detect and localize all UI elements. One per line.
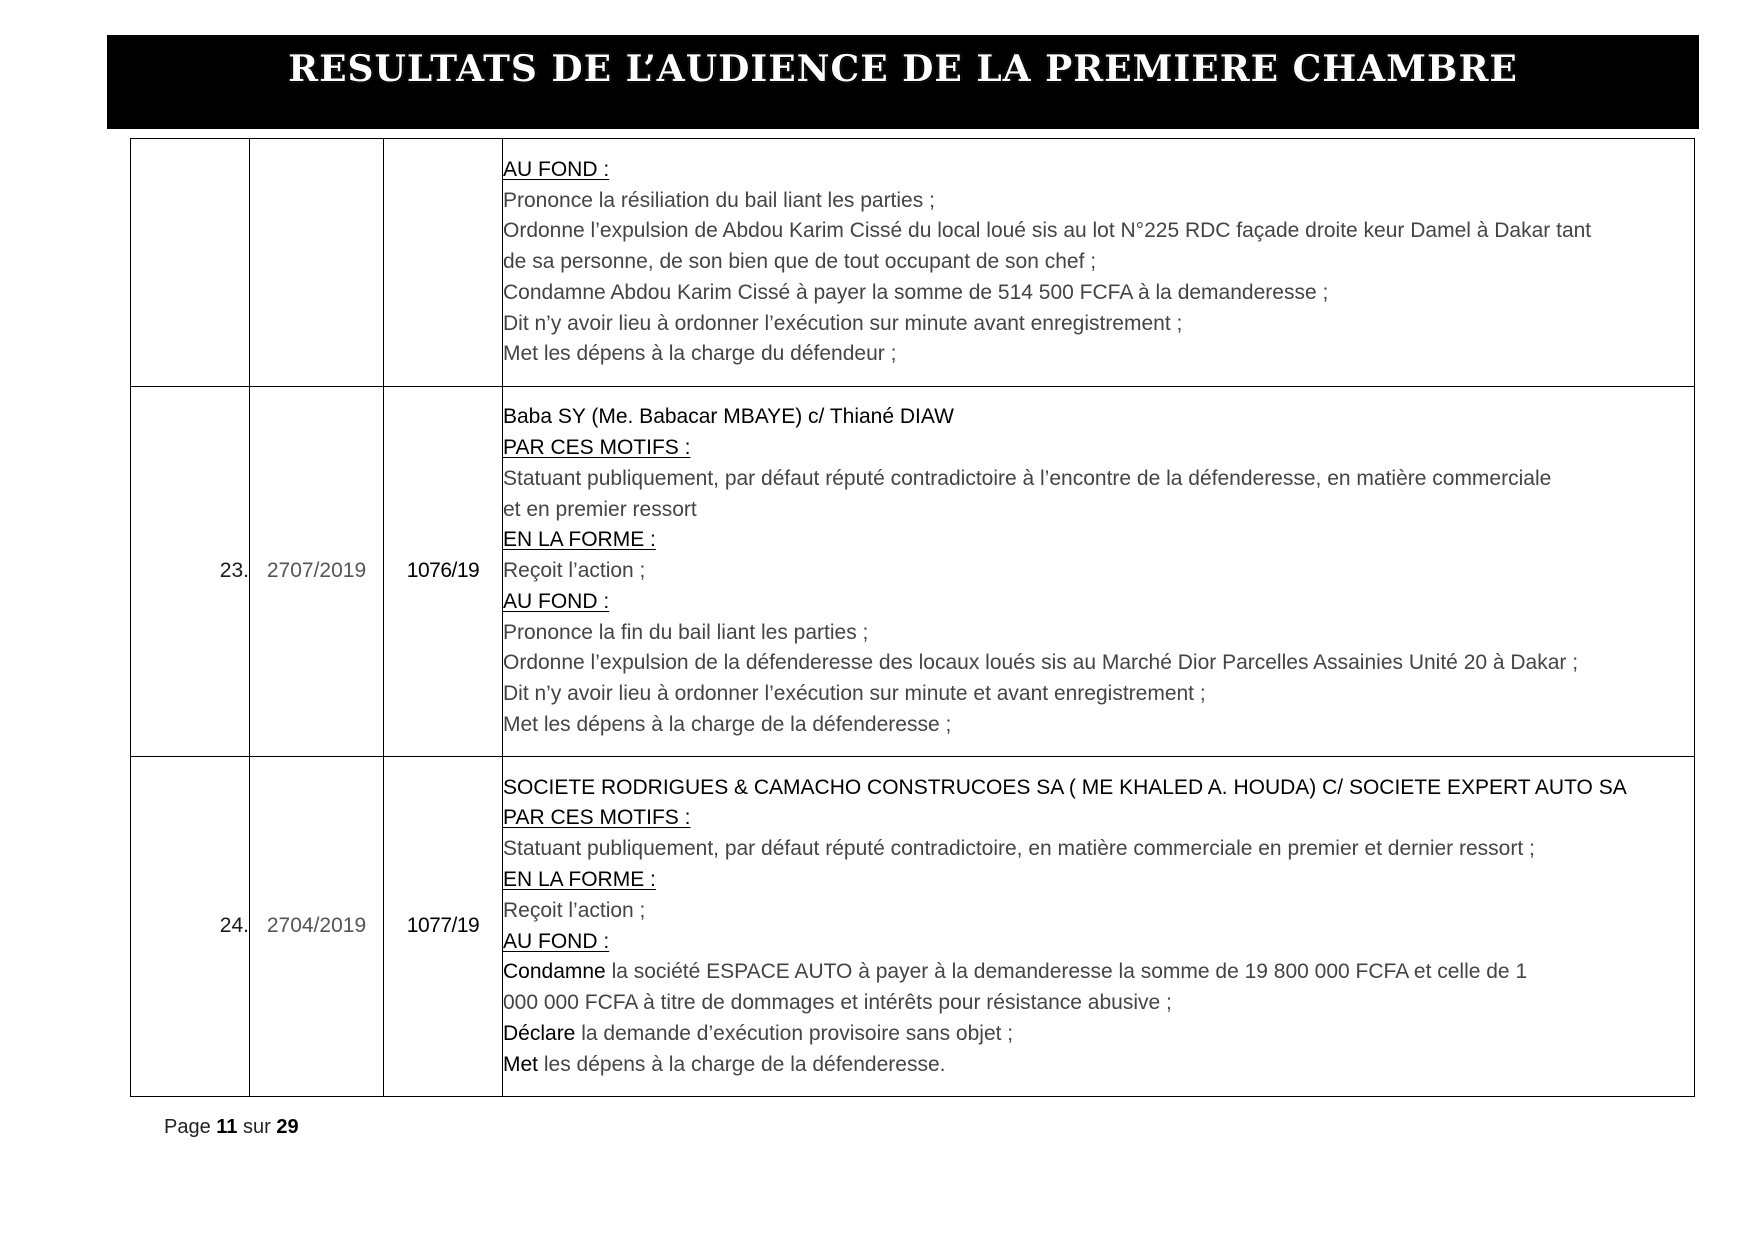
- decision-line: [503, 216, 1694, 247]
- rg-number-cell: 2707/2019: [250, 387, 384, 757]
- table-row: [131, 139, 1695, 387]
- decision-line: [503, 495, 1694, 526]
- rg-number-cell: [250, 139, 384, 387]
- table-row: [131, 387, 1695, 757]
- decision-line: [503, 710, 1694, 741]
- line-text: Ordonne l’expulsion de Abdou Karim Cissé du local loué sis au lot N°225 RDC façade droite keur Damel à Dakar tant: [503, 219, 1592, 243]
- decision-line-lead: Met: [503, 1052, 539, 1076]
- section-heading: [503, 433, 1694, 464]
- decision-number-cell: 1077/19: [384, 757, 503, 1097]
- line-text: Prononce la fin du bail liant les parties ;: [503, 620, 869, 644]
- decision-line: [503, 896, 1694, 927]
- line-text: Dit n’y avoir lieu à ordonner l’exécution sur minute avant enregistrement ;: [503, 311, 1183, 335]
- section-heading: [503, 525, 1694, 556]
- line-text: Dit n’y avoir lieu à ordonner l’exécution sur minute et avant enregistrement ;: [503, 682, 1206, 706]
- line-text: PAR CES MOTIFS :: [503, 435, 691, 459]
- line-text: Statuant publiquement, par défaut réputé contradictoire à l’encontre de la défenderesse, en matière commerciale: [503, 466, 1552, 490]
- row-number-cell: 24.: [131, 757, 250, 1097]
- line-text: Prononce la résiliation du bail liant les parties ;: [503, 188, 935, 212]
- rg-number-cell: 2704/2019: [250, 757, 384, 1097]
- line-text: PAR CES MOTIFS :: [503, 806, 691, 830]
- decision-line: [503, 1050, 1694, 1081]
- decision-number-cell: 1076/19: [384, 387, 503, 757]
- decision-line: [503, 957, 1694, 988]
- line-text: Reçoit l’action ;: [503, 898, 646, 922]
- decision-line: [503, 618, 1694, 649]
- footer-total-pages: 29: [276, 1116, 299, 1138]
- line-text: AU FOND :: [503, 589, 610, 613]
- decision-line: [503, 679, 1694, 710]
- decision-text-cell: [503, 387, 1695, 757]
- decision-line: [503, 464, 1694, 495]
- decision-number-cell: [384, 139, 503, 387]
- decision-line: [503, 339, 1694, 370]
- decision-line: [503, 834, 1694, 865]
- page-title: RESULTATS DE L’AUDIENCE DE LA PREMIERE CHAMBRE: [288, 48, 1518, 90]
- line-text: 000 000 FCFA à titre de dommages et intérêts pour résistance abusive ;: [503, 991, 1172, 1015]
- decision-line: [503, 556, 1694, 587]
- section-heading: [503, 803, 1694, 834]
- decision-line: [503, 988, 1694, 1019]
- section-heading: [503, 155, 1694, 186]
- line-text: Met les dépens à la charge de la défenderesse ;: [503, 713, 952, 737]
- footer-current-page: 11: [216, 1116, 238, 1138]
- decision-line-rest: les dépens à la charge de la défenderesse.: [538, 1052, 946, 1076]
- decision-line: [503, 648, 1694, 679]
- case-parties: [503, 402, 1694, 433]
- decision-text-cell: [503, 139, 1695, 387]
- decision-line-lead: Déclare: [503, 1021, 576, 1045]
- footer-middle: sur: [237, 1116, 277, 1138]
- decision-line: [503, 278, 1694, 309]
- line-text: et en premier ressort: [503, 497, 697, 521]
- decision-line: [503, 247, 1694, 278]
- line-text: AU FOND :: [503, 157, 610, 181]
- line-text: Condamne Abdou Karim Cissé à payer la somme de 514 500 FCFA à la demanderesse ;: [503, 280, 1329, 304]
- decision-line-rest: la demande d’exécution provisoire sans objet ;: [575, 1021, 1014, 1045]
- section-heading: [503, 865, 1694, 896]
- line-text: AU FOND :: [503, 929, 610, 953]
- section-heading: [503, 927, 1694, 958]
- results-table: [130, 138, 1695, 1097]
- line-text: EN LA FORME :: [503, 867, 656, 891]
- table-row: [131, 757, 1695, 1097]
- line-text: EN LA FORME :: [503, 528, 656, 552]
- decision-line: [503, 186, 1694, 217]
- decision-line-rest: la société ESPACE AUTO à payer à la demanderesse la somme de 19 800 000 FCFA et celle de 1: [605, 960, 1528, 984]
- section-heading: [503, 587, 1694, 618]
- line-text: de sa personne, de son bien que de tout occupant de son chef ;: [503, 250, 1097, 274]
- decision-line: [503, 309, 1694, 340]
- line-text: Met les dépens à la charge du défendeur ;: [503, 342, 897, 366]
- page-banner: [107, 35, 1699, 129]
- footer-prefix: Page: [164, 1116, 217, 1138]
- case-parties: [503, 773, 1694, 804]
- decision-line-lead: Condamne: [503, 960, 606, 984]
- line-text: Reçoit l’action ;: [503, 559, 646, 583]
- line-text: Statuant publiquement, par défaut réputé contradictoire, en matière commerciale en premier et dernier ressort ;: [503, 837, 1535, 861]
- decision-text-cell: [503, 757, 1695, 1097]
- line-text: Ordonne l’expulsion de la défenderesse des locaux loués sis au Marché Dior Parcelles Assainies Unité 20 à Dakar ;: [503, 651, 1579, 675]
- row-number-cell: [131, 139, 250, 387]
- line-text: SOCIETE RODRIGUES & CAMACHO CONSTRUCOES SA ( ME KHALED A. HOUDA) C/ SOCIETE EXPERT AUTO SA: [503, 775, 1627, 799]
- page-footer: [164, 1116, 299, 1139]
- row-number-cell: 23.: [131, 387, 250, 757]
- line-text: Baba SY (Me. Babacar MBAYE) c/ Thiané DIAW: [503, 405, 954, 429]
- decision-line: [503, 1019, 1694, 1050]
